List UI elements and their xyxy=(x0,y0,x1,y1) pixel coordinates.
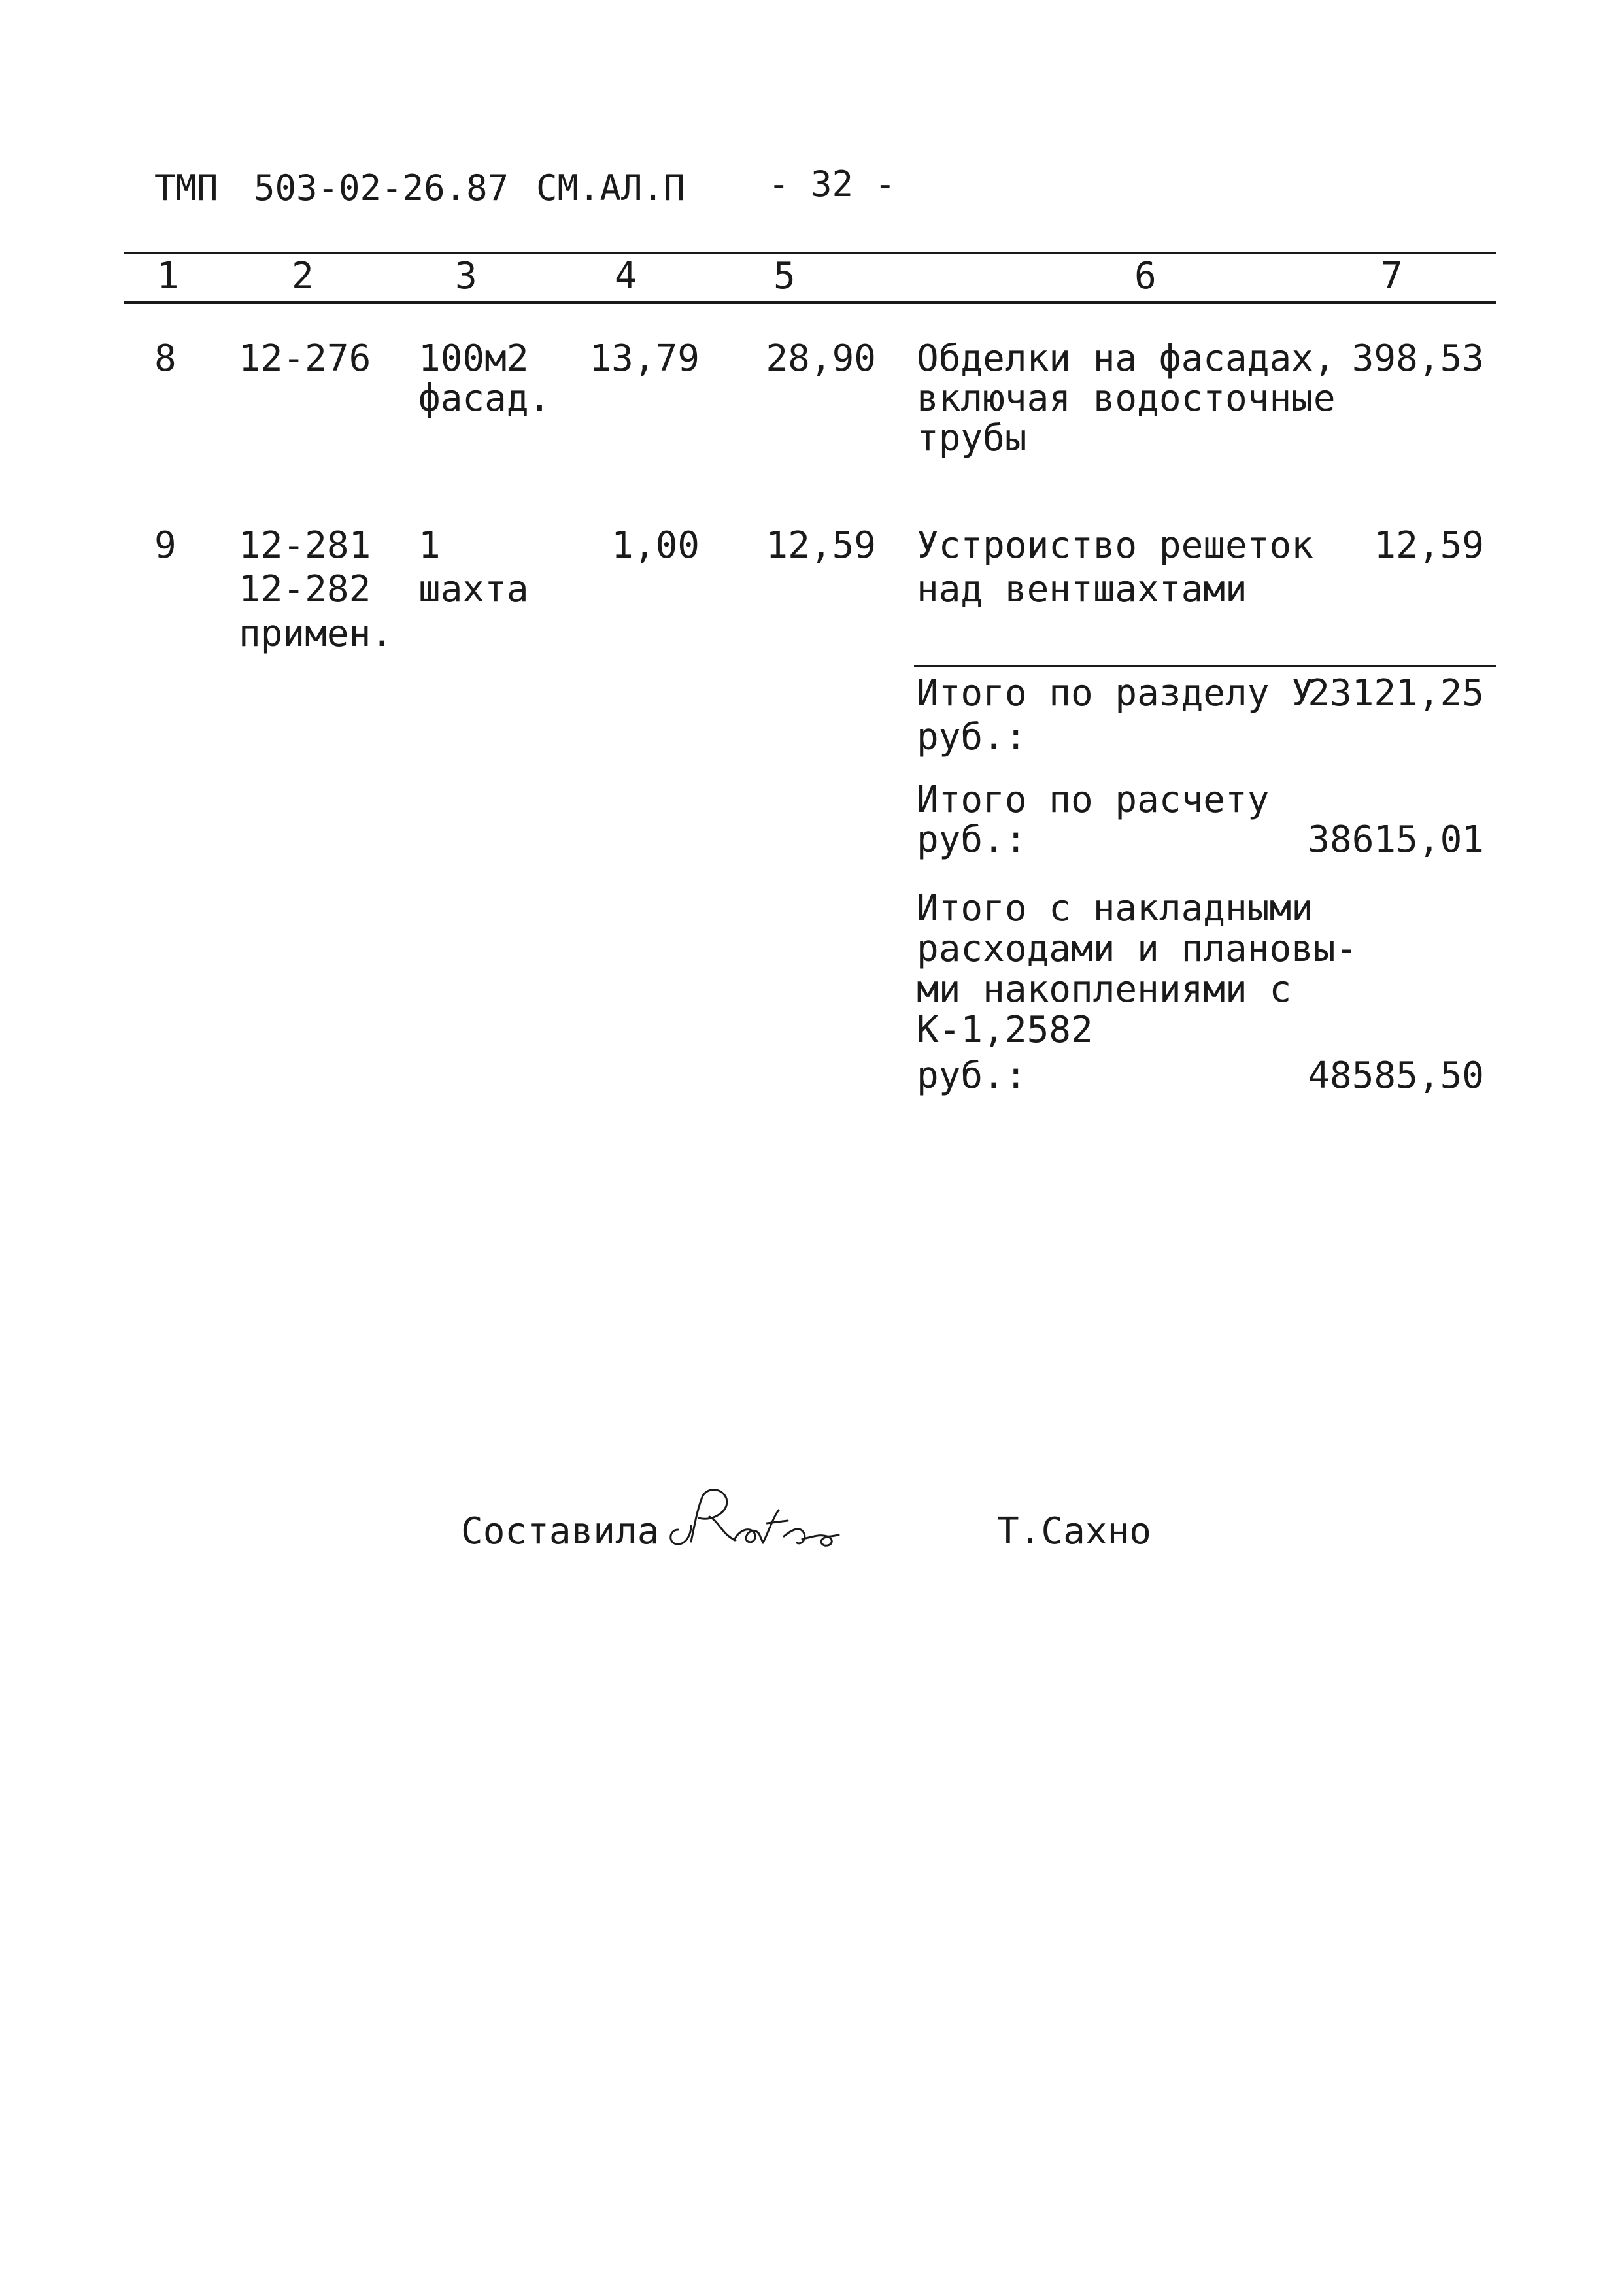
overhead-total-label-line-2: расходами и плановы- xyxy=(917,928,1358,970)
section-total-label-line-1: Итого по разделу У xyxy=(917,672,1313,715)
row-8-unit-line-1: 100м2 xyxy=(418,337,529,380)
col-header-1: 1 xyxy=(157,255,179,297)
row-8-description-line-1: Обделки на фасадах, xyxy=(917,337,1336,380)
col-header-2: 2 xyxy=(292,255,314,297)
row-8-description-line-3: трубы xyxy=(917,417,1027,460)
row-9-description-line-1: Устроиство решеток xyxy=(917,524,1313,567)
row-8-number: 8 xyxy=(154,337,177,380)
handwritten-signature xyxy=(664,1484,847,1556)
row-8-unit-price: 28,90 xyxy=(766,337,876,380)
row-9-unit-line-2: шахта xyxy=(418,568,529,611)
doc-code: ТМП xyxy=(154,167,218,209)
row-9-description-line-2: над вентшахтами xyxy=(917,568,1247,611)
row-8-unit-line-2: фасад. xyxy=(418,377,551,420)
section-code: СМ.АЛ.П xyxy=(536,167,685,209)
row-9-quantity: 1,00 xyxy=(611,524,700,567)
row-9-number: 9 xyxy=(154,524,177,567)
totals-rule xyxy=(914,665,1496,667)
row-9-unit-price: 12,59 xyxy=(766,524,876,567)
col-header-3: 3 xyxy=(455,255,477,297)
section-total-value: 23121,25 xyxy=(1308,672,1484,715)
overhead-total-label-line-1: Итого с накладными xyxy=(917,887,1313,930)
row-8-quantity: 13,79 xyxy=(589,337,700,380)
row-8-code: 12-276 xyxy=(239,337,371,380)
section-total-label-line-2: руб.: xyxy=(917,716,1027,758)
col-header-4: 4 xyxy=(615,255,637,297)
page-number: - 32 - xyxy=(768,163,896,205)
table-top-rule xyxy=(124,252,1496,254)
overhead-total-label-line-3: ми накоплениями с xyxy=(917,968,1292,1011)
row-8-description-line-2: включая водосточные xyxy=(917,377,1336,420)
row-9-code-line-1: 12-281 xyxy=(239,524,371,567)
row-9-unit-line-1: 1 xyxy=(418,524,441,567)
signature-name: Т.Сахно xyxy=(997,1510,1152,1553)
row-8-total: 398,53 xyxy=(1351,337,1484,380)
row-9-total: 12,59 xyxy=(1374,524,1484,567)
calculation-total-label-line-2: руб.: xyxy=(917,818,1027,861)
table-header-bottom-rule xyxy=(124,301,1496,304)
overhead-total-label-line-4: К-1,2582 xyxy=(917,1009,1093,1051)
calculation-total-label-line-1: Итого по расчету xyxy=(917,779,1270,821)
overhead-total-value: 48585,50 xyxy=(1308,1054,1484,1097)
col-header-5: 5 xyxy=(773,255,796,297)
row-9-code-line-2: 12-282 xyxy=(239,568,371,611)
col-header-7: 7 xyxy=(1381,255,1403,297)
col-header-6: 6 xyxy=(1134,255,1157,297)
project-number: 503-02-26.87 xyxy=(254,167,509,209)
overhead-total-label-line-5: руб.: xyxy=(917,1054,1027,1097)
row-9-code-line-3: примен. xyxy=(239,613,394,655)
signature-label: Составила xyxy=(461,1510,660,1553)
calculation-total-value: 38615,01 xyxy=(1308,818,1484,861)
